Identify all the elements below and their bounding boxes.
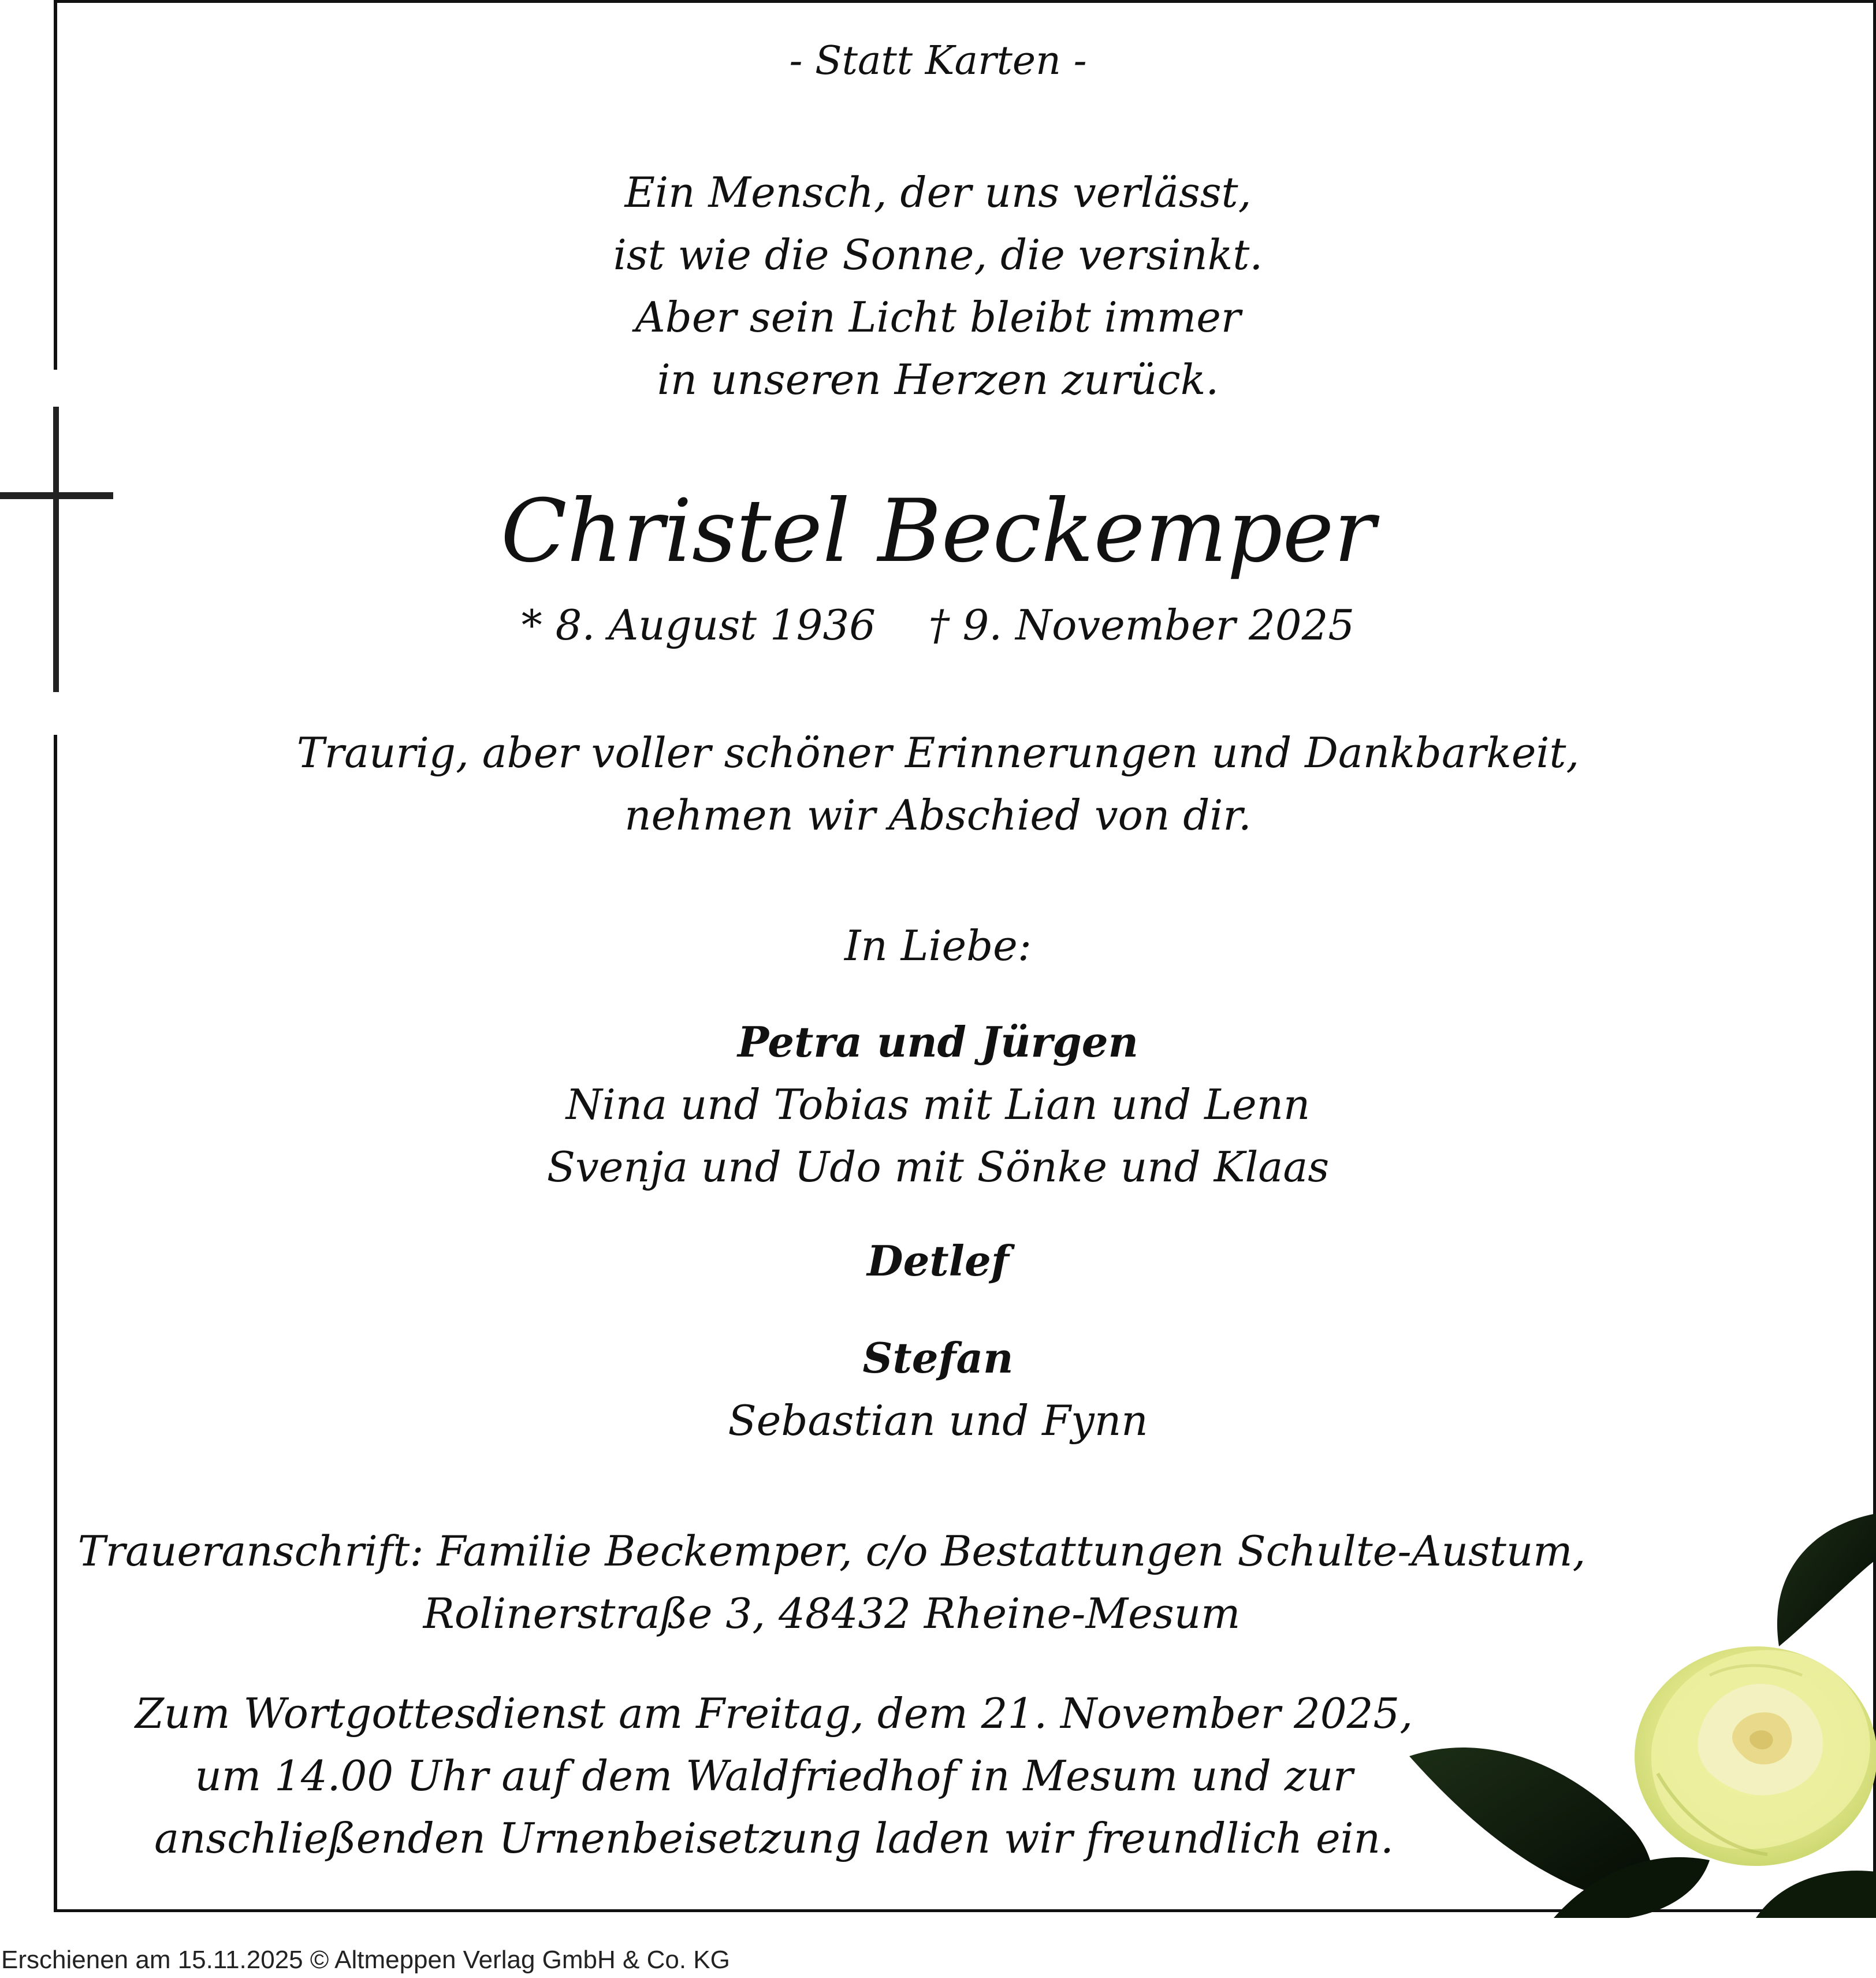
- frame-left-lower: [54, 735, 57, 1912]
- service-line-2: um 14.00 Uhr auf dem Waldfriedhof in Mesum und zur: [195, 1752, 1353, 1800]
- deceased-name: Christel Beckemper: [500, 481, 1376, 582]
- yellow-rose-image: [1409, 1502, 1876, 1918]
- frame-top: [54, 0, 1876, 3]
- service-line-3: anschließenden Urnenbeisetzung laden wir freundlich ein.: [154, 1814, 1394, 1862]
- farewell-line-2: nehmen wir Abschied von dir.: [624, 791, 1252, 839]
- family-group3-head: Stefan: [862, 1333, 1014, 1382]
- address-line-1: Traueranschrift: Familie Beckemper, c/o Bestattungen Schulte-Austum,: [77, 1527, 1586, 1575]
- deceased-dates: * 8. August 1936 † 9. November 2025: [521, 601, 1355, 649]
- publication-footer: Erschienen am 15.11.2025 © Altmeppen Verlag GmbH & Co. KG: [1, 1946, 730, 1974]
- service-line-1: Zum Wortgottesdienst am Freitag, dem 21. November 2025,: [135, 1689, 1413, 1738]
- poem-line-2: ist wie die Sonne, die versinkt.: [613, 230, 1263, 279]
- family-group1-member-2: Svenja und Udo mit Sönke und Klaas: [546, 1143, 1330, 1191]
- family-group1-member-1: Nina und Tobias mit Lian und Lenn: [565, 1080, 1311, 1129]
- poem-line-4: in unseren Herzen zurück.: [657, 355, 1219, 404]
- in-love-heading: In Liebe:: [844, 921, 1032, 970]
- address-line-2: Rolinerstraße 3, 48432 Rheine-Mesum: [423, 1589, 1241, 1638]
- poem-line-3: Aber sein Licht bleibt immer: [635, 293, 1241, 341]
- family-group2-head: Detlef: [867, 1236, 1009, 1285]
- family-group3-member-1: Sebastian und Fynn: [728, 1396, 1148, 1445]
- family-group1-head: Petra und Jürgen: [738, 1017, 1138, 1066]
- poem-line-1: Ein Mensch, der uns verlässt,: [624, 168, 1252, 217]
- statt-karten: - Statt Karten -: [789, 38, 1087, 84]
- farewell-line-1: Traurig, aber voller schöner Erinnerungen und Dankbarkeit,: [296, 728, 1580, 777]
